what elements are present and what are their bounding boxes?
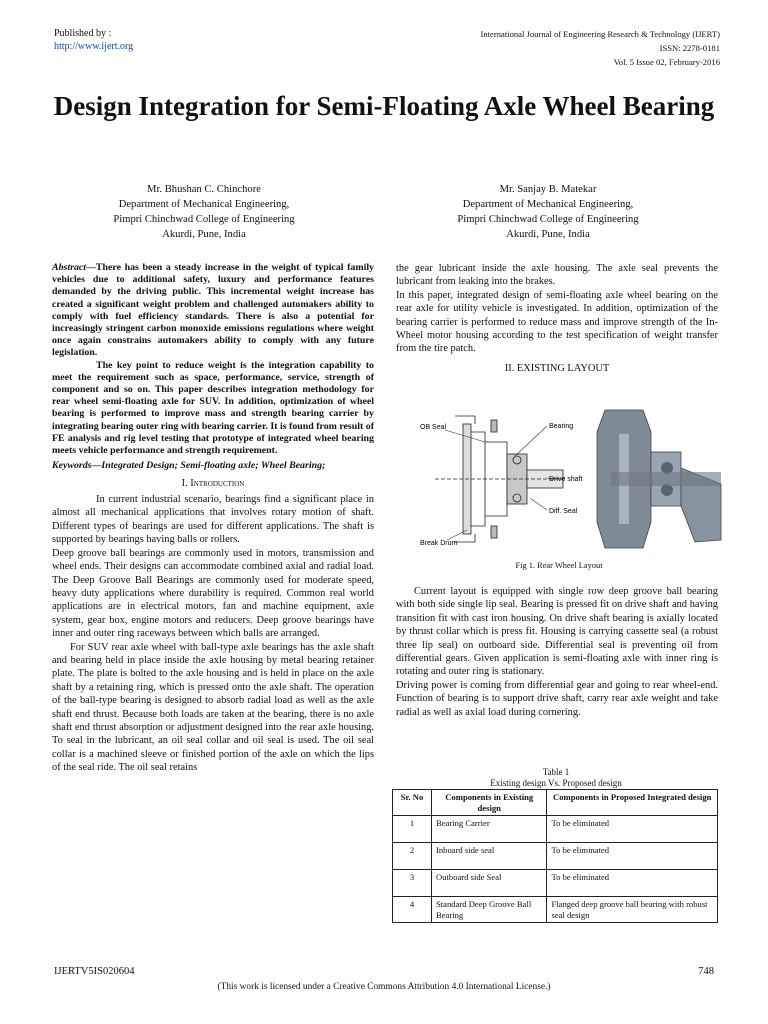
- author-block-1: [54, 182, 354, 242]
- left-column: [52, 262, 374, 775]
- table-row: [393, 843, 718, 870]
- table-header-cell: Sr. No: [393, 790, 432, 816]
- cross-section-drawing: [435, 416, 565, 542]
- table-cell: To be eliminated: [547, 843, 718, 870]
- hub-3d-render: [597, 410, 721, 548]
- right-paragraph-3: Current layout is equipped with single row deep groove ball bearing with both side single lip seal. Bearing is pressed fit on drive shaft and having transition fit with cast iron housing. On drive shaft bearing is axially located by thrust collar which is press fit. Housing is carrying cassette seal (a robust three lip seal) on outboard side. Differential seal is preventing oil from differential gears. Given application is semi-floating axle with inner ring is rotating and outer ring is stationary.: [396, 586, 718, 678]
- volume-issue: Vol. 5 Issue 02, February-2016: [613, 57, 720, 67]
- section-title: ntroduction: [193, 477, 245, 489]
- table-header-row: [393, 790, 718, 816]
- right-column-top: [396, 262, 718, 378]
- right-paragraph-4: Driving power is coming from differential gear and going to rear wheel-end. Function of bearing is to support drive shaft, carry rear axle weight and take radial as well as axial load during cornering.: [396, 679, 718, 718]
- table-cell: 1: [393, 816, 432, 843]
- comparison-table: [392, 789, 718, 923]
- issn: ISSN: 2278-0181: [659, 43, 720, 53]
- table-header-cell: Components in Existing design: [432, 790, 547, 816]
- table-row: [393, 870, 718, 897]
- abstract-text-1: —There has been a steady increase in the weight of typical family vehicles due to additional safety, luxury and performance features demanded by the driving public. This incremental weight increase has created a significant weight problem and challenged automakers ability to comply with fuel efficiency standards. There is also a potential for increasingly stringent carbon monoxide emissions regulations where weight once again constrains automakers ability to comply with any future legislation.: [52, 262, 374, 359]
- table-cell: 3: [393, 870, 432, 897]
- intro-paragraph-3: For SUV rear axle wheel with ball-type axle bearings has the axle shaft and bearing held in place inside the axle housing by metal bearing retainer plate. The plate is bolted to the axle housing and is held in place on the axle shaft by a retaining ring, which is pressed onto the axle shaft. The operation of the ball-type bearing is designed to absorb radial load as well as the axle shaft end thrust. Because both loads are taken at the bearing, there is no axle shaft end thrust absorption or adjustment designed into the rear axle housing. To seal in the lubricant, an oil seal collar and oil seal is used. The oil seal collar is a machined sleeve or finished portion of the axle on which the lips of the seal ride. The oil seal retains: [52, 641, 374, 774]
- table-caption: [395, 767, 717, 789]
- section-number: I. I: [181, 477, 194, 489]
- table-cell: Standard Deep Groove Ball Bearing: [432, 897, 547, 923]
- label-drive-shaft: Drive shaft: [549, 476, 583, 483]
- section-heading-existing-layout: II. EXISTING LAYOUT: [504, 362, 610, 374]
- table-cell: To be eliminated: [547, 816, 718, 843]
- author-name: Mr. Sanjay B. Matekar: [499, 184, 597, 195]
- label-ob-seal: OB Seal: [420, 424, 447, 431]
- abstract-label: Abstract: [52, 262, 87, 273]
- table-cell: Outboard side Seal: [432, 870, 547, 897]
- published-by-label: Published by :: [54, 28, 112, 39]
- table-cell: Flanged deep groove ball bearing with robust seal design: [547, 897, 718, 923]
- right-paragraph-1: the gear lubricant inside the axle housing. The axle seal prevents the lubricant from leaking into the brakes.: [396, 263, 718, 288]
- right-paragraph-2: In this paper, integrated design of semi-floating axle wheel bearing on the rear axle for utility vehicle is investigated. In addition, optimization of the bearing carrier is performed to reduce mass and improve strength of the In-Wheel motor housing according to the test specification of weight transfer from the tire patch.: [396, 289, 718, 355]
- label-break-drum: Break Drum: [420, 540, 458, 547]
- publisher-block: [54, 27, 133, 53]
- label-bearing: Bearing: [549, 423, 574, 430]
- journal-url-link[interactable]: http://www.ijert.org: [54, 41, 134, 52]
- figure-caption: Fig 1. Rear Wheel Layout: [515, 561, 603, 570]
- author-dept: Department of Mechanical Engineering,: [118, 199, 290, 210]
- label-diff-seal: Diff. Seal: [549, 508, 578, 515]
- paper-id: IJERTV5IS020604: [54, 966, 135, 977]
- journal-name: International Journal of Engineering Research & Technology (IJERT): [480, 29, 720, 39]
- table-header-cell: Components in Proposed Integrated design: [547, 790, 718, 816]
- table-cell: Bearing Carrier: [432, 816, 547, 843]
- keywords: Keywords—Integrated Design; Semi-floating axle; Wheel Bearing;: [52, 460, 326, 472]
- table-subtitle: Existing design Vs. Proposed design: [490, 778, 622, 788]
- table-row: [393, 816, 718, 843]
- author-block-2: [398, 182, 698, 242]
- journal-info-block: [480, 27, 720, 69]
- table-title: Table 1: [542, 767, 570, 777]
- author-college: Pimpri Chinchwad College of Engineering: [457, 214, 639, 225]
- section-heading-introduction: [52, 477, 374, 490]
- table-row: [393, 897, 718, 923]
- rear-wheel-layout-figure: [415, 402, 725, 552]
- author-place: Akurdi, Pune, India: [506, 229, 590, 240]
- table-cell: 2: [393, 843, 432, 870]
- author-college: Pimpri Chinchwad College of Engineering: [113, 214, 295, 225]
- intro-paragraph-2: Deep groove ball bearings are commonly used in motors, transmission and wheel ends. Their designs can accommodate combined axial and radial load. The Deep Groove Ball Bearings are commonly used for moderate speed, heavy duty applications where durability is required. Common real world applications are in electrical motors, fan and machine equipment, axle system, gear box, engine motors and reducers. Deep groove bearings have inner and outer ring raceways between which balls are arranged.: [52, 547, 374, 640]
- table-cell: To be eliminated: [547, 870, 718, 897]
- author-name: Mr. Bhushan C. Chinchore: [147, 184, 261, 195]
- author-dept: Department of Mechanical Engineering,: [462, 199, 634, 210]
- abstract-paragraph-1: [52, 262, 374, 360]
- paper-title: Design Integration for Semi-Floating Axle Wheel Bearing: [53, 91, 715, 121]
- table-cell: Inboard side seal: [432, 843, 547, 870]
- table-cell: 4: [393, 897, 432, 923]
- right-column-bottom: [396, 585, 718, 719]
- intro-paragraph-1: In current industrial scenario, bearings find a significant place in almost all mechanical applications that involves rotary motion of shaft. Different types of bearings are used for different applications. The shaft is supported by bearings having balls or rollers.: [52, 494, 374, 546]
- page-number: 748: [698, 966, 714, 977]
- abstract-text-2: The key point to reduce weight is the integration capability to meet the requirement such as space, performance, service, strength of component and so on. This paper describes integration methodology for rear wheel semi-floating axle for SUV. In addition, optimization of wheel bearing is performed to improve mass and strength bearing carrier by integrating bearing outer ring with bearing carrier. It is found from result of FE analysis and rig level testing that prototype of integrated wheel bearing meets vehicle performance and strength requirement.: [52, 359, 374, 457]
- license-notice: (This work is licensed under a Creative Commons Attribution 4.0 International License.): [217, 982, 551, 992]
- author-place: Akurdi, Pune, India: [162, 229, 246, 240]
